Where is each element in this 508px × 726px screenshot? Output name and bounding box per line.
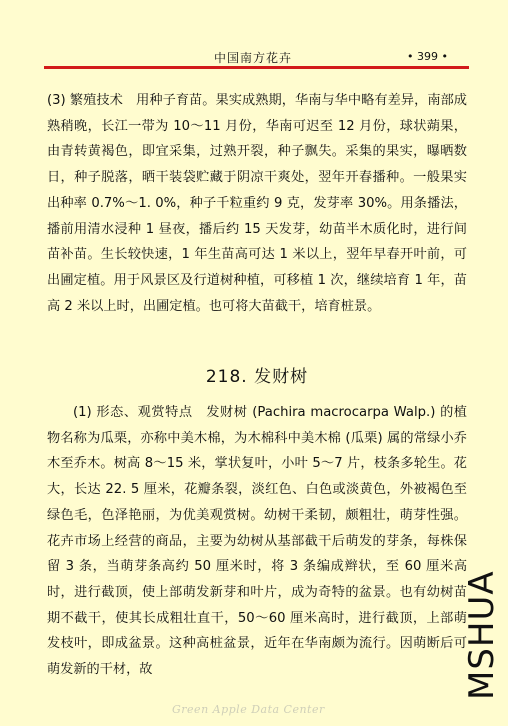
watermark: Green Apple Data Center [172, 703, 325, 716]
page-number: • 399 • [407, 50, 448, 63]
morphology-paragraph: (1) 形态、观赏特点 发财树 (Pachira macrocarpa Walp.) 的植物名称为瓜栗，亦称中美木棉，为木棉科中美木棉 (瓜栗) 属的常绿小乔木至乔木。树高 8～15 米，掌状复叶，小叶 5～7 片，枝条多轮生。花大，长达 22. 5 厘米，花瓣条裂，淡红色、白色或淡黄色，外被褐色至绿色毛，色泽艳丽，为优美观赏树。幼树干柔韧，颇粗壮，萌芽性强。花卉市场上经营的商品，主要为幼树从基部截干后萌发的芽条，每株保留 3 条，当萌芽条高约 50 厘米时，将 3 条编成辫状，至 60 厘米高时，进行截顶，使上部萌发新芽和叶片，成为奇特的盆景。也有幼树苗期不截干，使其长成粗壮直干，50～60 厘米高时，进行截顶，上部萌发枝叶，即成盆景。这种高桩盆景，近年在华南颇为流行。因萌断后可萌发新的干材，故 [47, 405, 467, 678]
running-title: 中国南方花卉 [214, 51, 293, 65]
vertical-logo: MSHUA [462, 570, 502, 700]
propagation-paragraph: (3) 繁殖技术 用种子育苗。果实成熟期，华南与华中略有差异，南部成熟稍晚，长江一带为 10～11 月份，华南可迟至 12 月份，球状蒴果，由青转黄褐色，即宜采集，过熟开裂，种子飘失。采集的果实，曝晒数日，种子脱落，晒干装袋贮藏于阴凉干爽处，翌年开春播种。一般果实出种率 0.7%～1. 0%，种子千粒重约 9 克，发芽率 30%。用条播法，播前用清水浸种 1 昼夜，播后约 15 天发芽，幼苗半木质化时，进行间苗补苗。生长较快速，1 年生苗高可达 1 米以上，翌年早春开叶前，可出圃定植。用于风景区及行道树种植，可移植 1 次，继续培育 1 年，苗高 2 米以上时，出圃定植。也可将大苗截干，培育桩景。 [47, 93, 467, 314]
page-header [44, 47, 464, 71]
header-rule [44, 66, 469, 69]
section-heading: 218. 发财树 [205, 367, 309, 387]
